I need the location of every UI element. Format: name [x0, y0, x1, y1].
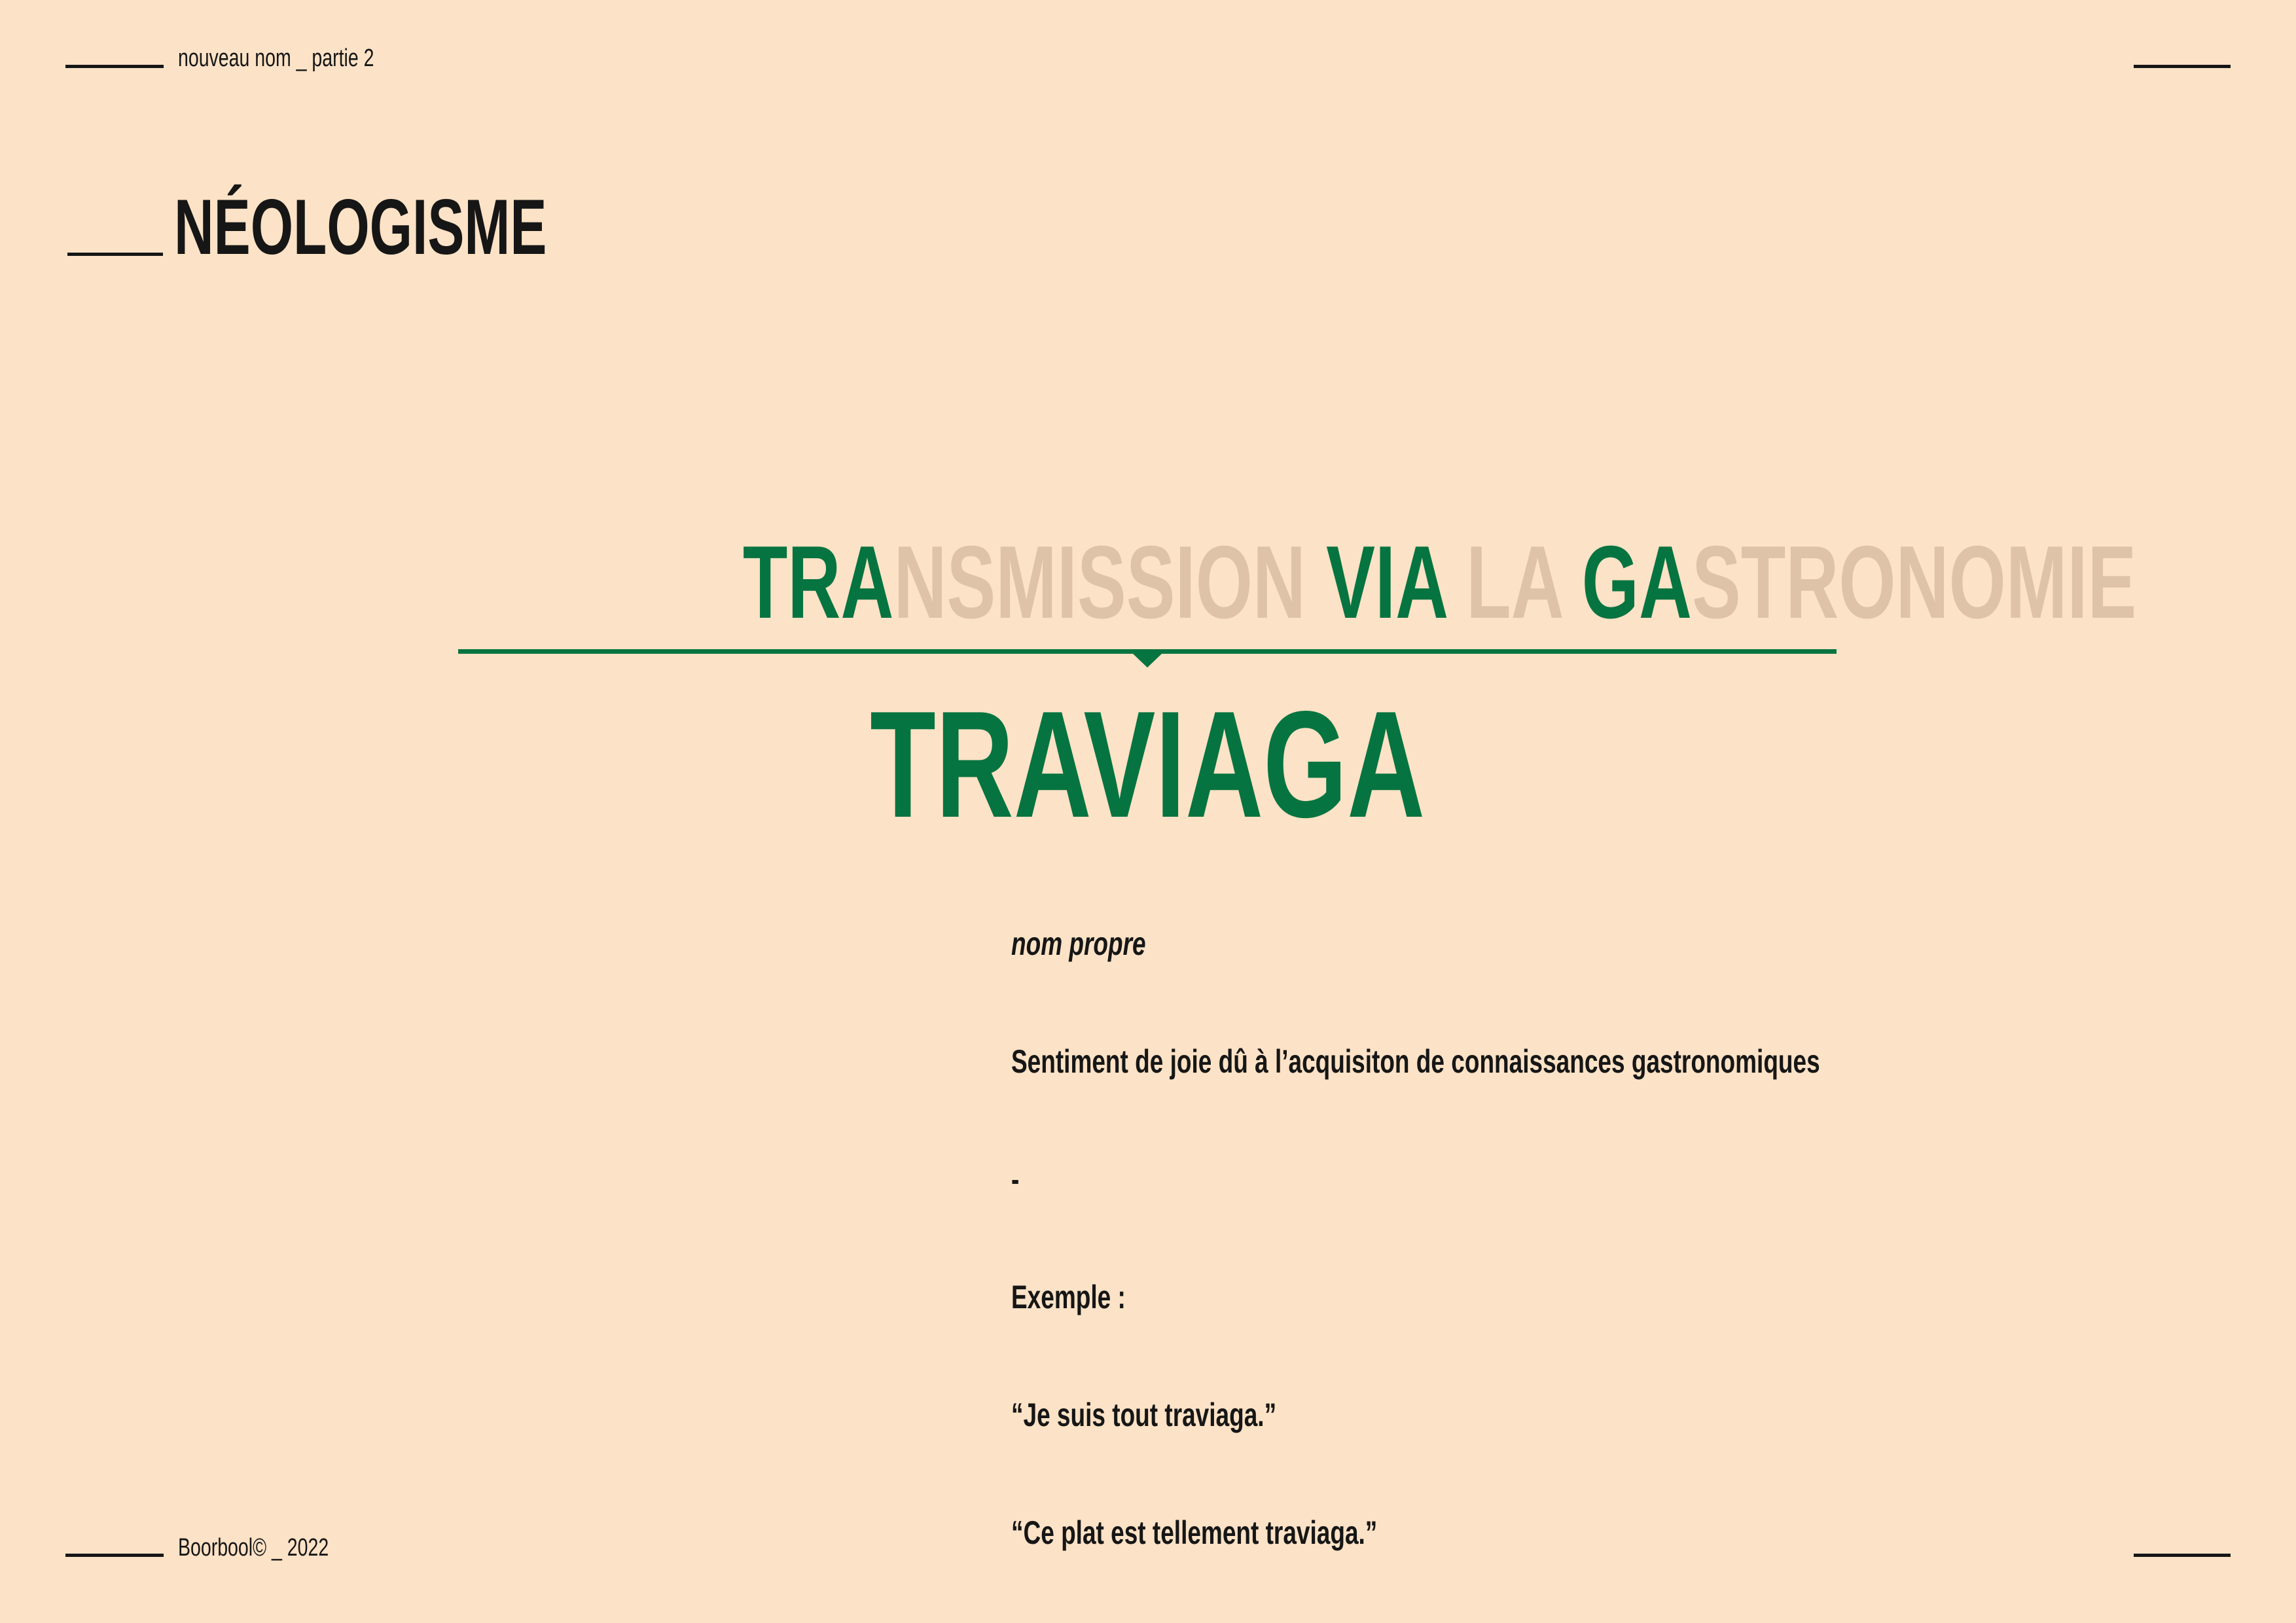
neologism-word-band — [458, 680, 1837, 849]
example-quote: “Je suis tout traviaga.” — [1011, 1397, 1277, 1433]
footer-rule-right — [2134, 1554, 2231, 1557]
definition-meaning: Sentiment de joie dû à l’acquisiton de connaissances gastronomiques — [1011, 1043, 1820, 1080]
definition-block — [1011, 846, 1820, 1623]
phrase-segment-muted: STRONOMIE — [1691, 525, 2137, 640]
neologism-word: TRAVIAGA — [870, 680, 1425, 849]
down-arrow-icon — [1133, 654, 1162, 668]
phrase-segment-muted: LA — [1445, 525, 1582, 640]
example-quote: “Ce plat est tellement traviaga.” — [1011, 1514, 1378, 1551]
footer-credit: Boorbool© _ 2022 — [178, 1534, 329, 1561]
source-phrase-band — [458, 525, 2137, 640]
section-title-rule — [67, 253, 163, 256]
phrase-segment-accent: GA — [1581, 525, 1692, 640]
section-title: NÉOLOGISME — [174, 183, 547, 271]
source-phrase — [742, 525, 2137, 640]
part-of-speech: nom propre — [1011, 925, 1146, 962]
example-label: Exemple : — [1011, 1279, 1126, 1315]
definition-separator: - — [1011, 1161, 1020, 1198]
header-rule-right — [2134, 65, 2231, 68]
header-rule-left — [65, 65, 164, 68]
phrase-segment-accent: VIA — [1326, 525, 1446, 640]
header-label: nouveau nom _ partie 2 — [178, 45, 374, 72]
footer-rule-left — [65, 1554, 164, 1557]
phrase-segment-muted: NSMISSION — [893, 525, 1327, 640]
phrase-segment-accent: TRA — [742, 525, 894, 640]
phrase-underline-rule — [458, 649, 1837, 654]
